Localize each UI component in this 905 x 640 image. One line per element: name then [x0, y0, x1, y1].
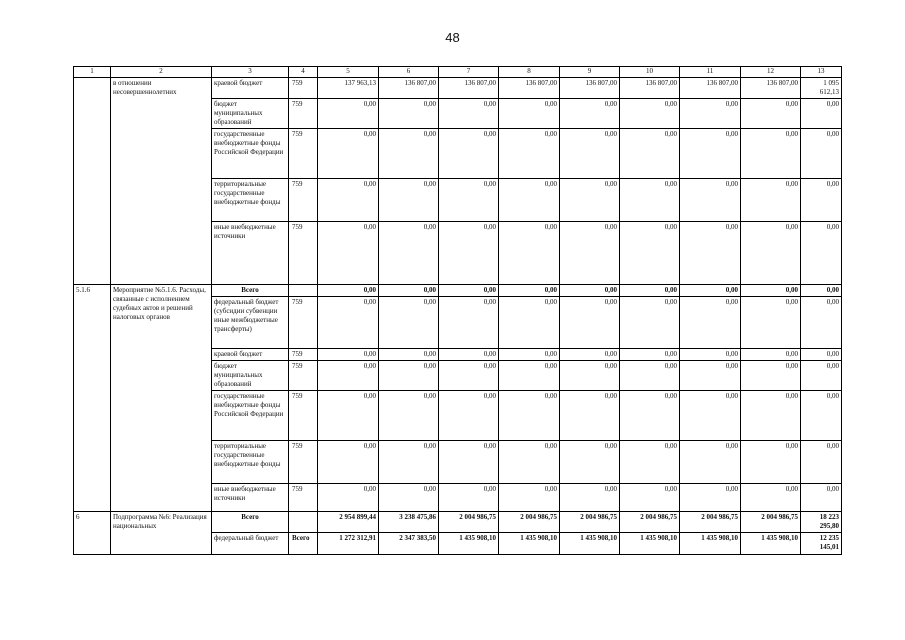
value-cell: 0,00	[680, 285, 741, 297]
value-cell: 0,00	[560, 129, 620, 179]
value-cell: 1 435 908,10	[560, 533, 620, 555]
value-cell: 136 807,00	[620, 78, 680, 99]
value-cell: 1 435 908,10	[741, 533, 801, 555]
code-cell: 759	[289, 297, 318, 349]
code-cell: 759	[289, 179, 318, 222]
value-cell: 2 004 986,75	[499, 512, 560, 533]
value-cell: 0,00	[801, 441, 842, 484]
header-cell: 4	[289, 67, 318, 78]
value-cell: 0,00	[439, 179, 499, 222]
code-cell: 759	[289, 99, 318, 129]
header-cell: 2	[111, 67, 212, 78]
value-cell: 0,00	[379, 129, 439, 179]
value-cell: 0,00	[741, 179, 801, 222]
value-cell: 0,00	[620, 222, 680, 285]
value-cell: 0,00	[379, 361, 439, 391]
value-cell: 0,00	[680, 349, 741, 361]
value-cell: 0,00	[620, 129, 680, 179]
value-cell: 0,00	[741, 484, 801, 512]
row-title: в отношении несовершеннолетних	[111, 78, 212, 285]
value-cell: 0,00	[801, 99, 842, 129]
row-code	[74, 78, 111, 285]
value-cell: 0,00	[560, 391, 620, 441]
funding-source: территориальные государственные внебюджетные фонды	[212, 441, 289, 484]
value-cell: 0,00	[499, 391, 560, 441]
value-cell: 1 095 612,13	[801, 78, 842, 99]
value-cell: 0,00	[318, 441, 379, 484]
value-cell: 0,00	[499, 361, 560, 391]
value-cell: 0,00	[499, 222, 560, 285]
value-cell: 0,00	[499, 297, 560, 349]
value-cell: 0,00	[741, 297, 801, 349]
funding-source: территориальные государственные внебюджетные фонды	[212, 179, 289, 222]
code-cell: 759	[289, 391, 318, 441]
value-cell: 2 004 986,75	[620, 512, 680, 533]
value-cell: 0,00	[620, 99, 680, 129]
table-row	[74, 285, 842, 297]
value-cell: 1 435 908,10	[499, 533, 560, 555]
code-cell	[289, 512, 318, 533]
value-cell: 0,00	[439, 99, 499, 129]
value-cell: 0,00	[499, 484, 560, 512]
code-cell: 759	[289, 222, 318, 285]
value-cell: 0,00	[680, 222, 741, 285]
value-cell: 0,00	[318, 129, 379, 179]
code-cell: 759	[289, 361, 318, 391]
funding-source: бюджет муниципальных образований	[212, 99, 289, 129]
value-cell: 0,00	[439, 129, 499, 179]
value-cell: 0,00	[801, 179, 842, 222]
value-cell: 0,00	[439, 441, 499, 484]
value-cell: 0,00	[318, 349, 379, 361]
value-cell: 0,00	[379, 391, 439, 441]
value-cell: 0,00	[318, 222, 379, 285]
funding-source: федеральный бюджет	[212, 533, 289, 555]
value-cell: 136 807,00	[560, 78, 620, 99]
row-title: Мероприятие №5.1.6. Расходы, связанные с исполнением судебных актов и решений налоговых органов	[111, 285, 212, 512]
funding-source: иные внебюджетные источники	[212, 222, 289, 285]
value-cell: 0,00	[499, 129, 560, 179]
value-cell: 0,00	[439, 391, 499, 441]
funding-source: иные внебюджетные источники	[212, 484, 289, 512]
header-cell: 12	[741, 67, 801, 78]
header-cell: 1	[74, 67, 111, 78]
value-cell: 0,00	[439, 297, 499, 349]
value-cell: 0,00	[680, 179, 741, 222]
value-cell: 0,00	[499, 285, 560, 297]
value-cell: 0,00	[560, 285, 620, 297]
value-cell: 0,00	[620, 441, 680, 484]
value-cell: 0,00	[439, 222, 499, 285]
value-cell: 0,00	[318, 179, 379, 222]
funding-source: бюджет муниципальных образований	[212, 361, 289, 391]
value-cell: 1 435 908,10	[680, 533, 741, 555]
value-cell: 0,00	[680, 129, 741, 179]
value-cell: 0,00	[499, 441, 560, 484]
value-cell: 0,00	[680, 391, 741, 441]
value-cell: 137 963,13	[318, 78, 379, 99]
row-code: 6	[74, 512, 111, 555]
code-cell	[289, 285, 318, 297]
value-cell: 0,00	[560, 361, 620, 391]
value-cell: 0,00	[801, 129, 842, 179]
value-cell: 0,00	[439, 361, 499, 391]
header-cell: 7	[439, 67, 499, 78]
value-cell: 0,00	[741, 222, 801, 285]
value-cell: 1 435 908,10	[439, 533, 499, 555]
value-cell: 2 347 383,50	[379, 533, 439, 555]
table-row	[74, 78, 842, 99]
value-cell: 0,00	[620, 297, 680, 349]
value-cell: 136 807,00	[680, 78, 741, 99]
value-cell: 0,00	[801, 222, 842, 285]
value-cell: 0,00	[741, 129, 801, 179]
code-cell: 759	[289, 484, 318, 512]
value-cell: 2 004 986,75	[680, 512, 741, 533]
funding-source: государственные внебюджетные фонды Российской Федерации	[212, 391, 289, 441]
value-cell: 0,00	[741, 441, 801, 484]
value-cell: 0,00	[379, 222, 439, 285]
header-row	[74, 67, 842, 78]
value-cell: 0,00	[680, 297, 741, 349]
value-cell: 0,00	[379, 297, 439, 349]
header-cell: 11	[680, 67, 741, 78]
value-cell: 2 954 899,44	[318, 512, 379, 533]
budget-table	[73, 66, 842, 555]
code-cell: 759	[289, 78, 318, 99]
header-cell: 6	[379, 67, 439, 78]
value-cell: 0,00	[499, 349, 560, 361]
row-code: 5.1.6	[74, 285, 111, 512]
value-cell: 0,00	[318, 391, 379, 441]
value-cell: 0,00	[560, 484, 620, 512]
value-cell: 1 435 908,10	[620, 533, 680, 555]
value-cell: 2 004 986,75	[741, 512, 801, 533]
value-cell: 0,00	[560, 99, 620, 129]
value-cell: 0,00	[560, 349, 620, 361]
value-cell: 0,00	[741, 99, 801, 129]
value-cell: 0,00	[560, 297, 620, 349]
value-cell: 0,00	[379, 349, 439, 361]
table-body	[74, 67, 842, 555]
page-number: 48	[445, 30, 460, 45]
value-cell: 0,00	[318, 297, 379, 349]
header-cell: 8	[499, 67, 560, 78]
value-cell: 0,00	[680, 361, 741, 391]
value-cell: 0,00	[620, 391, 680, 441]
value-cell: 2 004 986,75	[439, 512, 499, 533]
code-cell: 759	[289, 349, 318, 361]
funding-source: Всего	[212, 512, 289, 533]
funding-source: государственные внебюджетные фонды Российской Федерации	[212, 129, 289, 179]
value-cell: 2 004 986,75	[560, 512, 620, 533]
value-cell: 136 807,00	[439, 78, 499, 99]
header-cell: 10	[620, 67, 680, 78]
value-cell: 0,00	[680, 441, 741, 484]
value-cell: 0,00	[499, 179, 560, 222]
value-cell: 3 238 475,86	[379, 512, 439, 533]
value-cell: 12 235 145,01	[801, 533, 842, 555]
value-cell: 0,00	[499, 99, 560, 129]
header-cell: 13	[801, 67, 842, 78]
value-cell: 0,00	[560, 441, 620, 484]
value-cell: 136 807,00	[741, 78, 801, 99]
value-cell: 18 223 295,80	[801, 512, 842, 533]
value-cell: 0,00	[439, 285, 499, 297]
value-cell: 0,00	[379, 441, 439, 484]
value-cell: 0,00	[801, 285, 842, 297]
funding-source: краевой бюджет	[212, 78, 289, 99]
value-cell: 0,00	[620, 361, 680, 391]
header-cell: 5	[318, 67, 379, 78]
value-cell: 0,00	[439, 349, 499, 361]
value-cell: 0,00	[318, 285, 379, 297]
value-cell: 0,00	[620, 179, 680, 222]
value-cell: 1 272 312,91	[318, 533, 379, 555]
header-cell: 9	[560, 67, 620, 78]
value-cell: 0,00	[620, 484, 680, 512]
value-cell: 0,00	[379, 179, 439, 222]
header-cell: 3	[212, 67, 289, 78]
value-cell: 0,00	[620, 285, 680, 297]
value-cell: 0,00	[801, 349, 842, 361]
value-cell: 0,00	[318, 484, 379, 512]
funding-source: Всего	[212, 285, 289, 297]
value-cell: 0,00	[801, 391, 842, 441]
code-cell: Всего	[289, 533, 318, 555]
value-cell: 0,00	[379, 99, 439, 129]
value-cell: 136 807,00	[499, 78, 560, 99]
value-cell: 0,00	[318, 361, 379, 391]
funding-source: федеральный бюджет (субсидии субвенции иные межбюджетные трансферты)	[212, 297, 289, 349]
value-cell: 0,00	[741, 391, 801, 441]
funding-source: краевой бюджет	[212, 349, 289, 361]
value-cell: 0,00	[680, 484, 741, 512]
value-cell: 0,00	[620, 349, 680, 361]
value-cell: 0,00	[741, 349, 801, 361]
value-cell: 0,00	[801, 484, 842, 512]
value-cell: 0,00	[741, 361, 801, 391]
code-cell: 759	[289, 441, 318, 484]
row-title: Подпрограмма №6: Реализация национальных	[111, 512, 212, 555]
value-cell: 0,00	[801, 297, 842, 349]
value-cell: 0,00	[379, 484, 439, 512]
value-cell: 0,00	[741, 285, 801, 297]
value-cell: 0,00	[560, 222, 620, 285]
value-cell: 0,00	[801, 361, 842, 391]
value-cell: 0,00	[318, 99, 379, 129]
value-cell: 0,00	[680, 99, 741, 129]
value-cell: 0,00	[560, 179, 620, 222]
table-row	[74, 512, 842, 533]
value-cell: 0,00	[379, 285, 439, 297]
code-cell: 759	[289, 129, 318, 179]
value-cell: 0,00	[439, 484, 499, 512]
value-cell: 136 807,00	[379, 78, 439, 99]
